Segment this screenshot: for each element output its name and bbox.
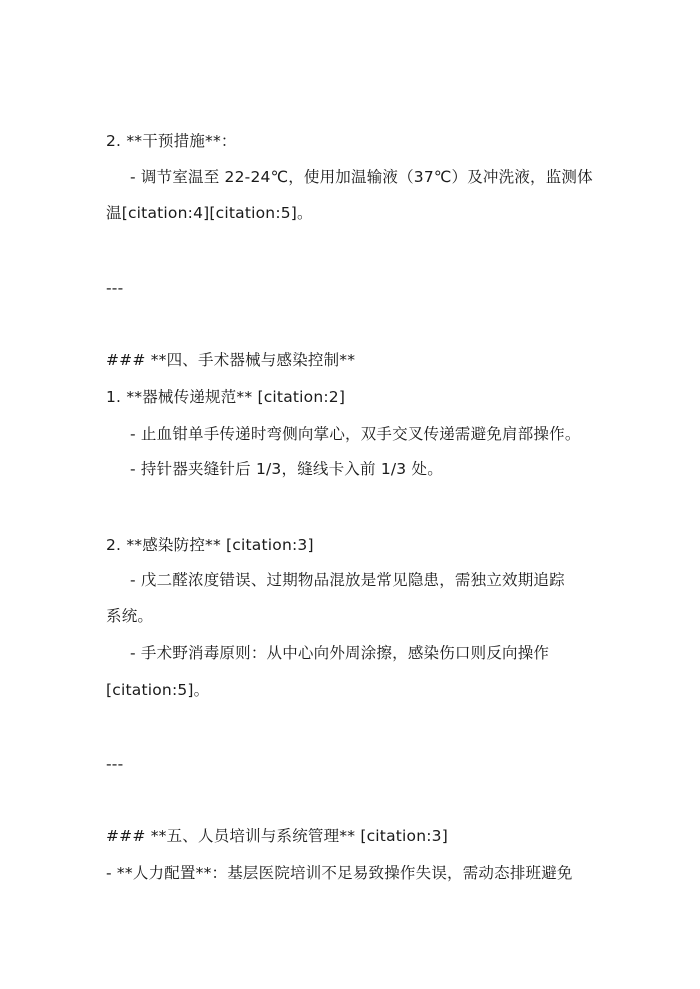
list-item-intervention-heading: 2. **干预措施**：	[106, 132, 237, 150]
bullet-room-temperature: - 调节室温至 22-24℃，使用加温输液（37℃）及冲洗液，监测体	[130, 168, 593, 186]
bullet-hemostat-transfer: - 止血钳单手传递时弯侧向掌心，双手交叉传递需避免肩部操作。	[130, 425, 581, 443]
bullet-staffing: - **人力配置**：基层医院培训不足易致操作失误，需动态排班避免	[106, 864, 573, 882]
bullet-disinfection-principle-cont: [citation:5]。	[106, 681, 210, 699]
bullet-glutaraldehyde: - 戊二醛浓度错误、过期物品混放是常见隐患，需独立效期追踪	[130, 571, 565, 589]
horizontal-rule-text: ---	[106, 279, 124, 297]
bullet-needle-holder: - 持针器夹缝针后 1/3，缝线卡入前 1/3 处。	[130, 460, 443, 478]
section-heading-training: ### **五、人员培训与系统管理** [citation:3]	[106, 827, 448, 845]
bullet-disinfection-principle: - 手术野消毒原则：从中心向外周涂擦，感染伤口则反向操作	[130, 644, 550, 662]
bullet-room-temperature-cont: 温[citation:4][citation:5]。	[106, 204, 313, 222]
list-item-instrument-transfer: 1. **器械传递规范** [citation:2]	[106, 388, 346, 406]
horizontal-rule-text: ---	[106, 755, 124, 773]
bullet-glutaraldehyde-cont: 系统。	[106, 607, 154, 625]
section-heading-instruments: ### **四、手术器械与感染控制**	[106, 351, 356, 369]
list-item-infection-control: 2. **感染防控** [citation:3]	[106, 536, 314, 554]
